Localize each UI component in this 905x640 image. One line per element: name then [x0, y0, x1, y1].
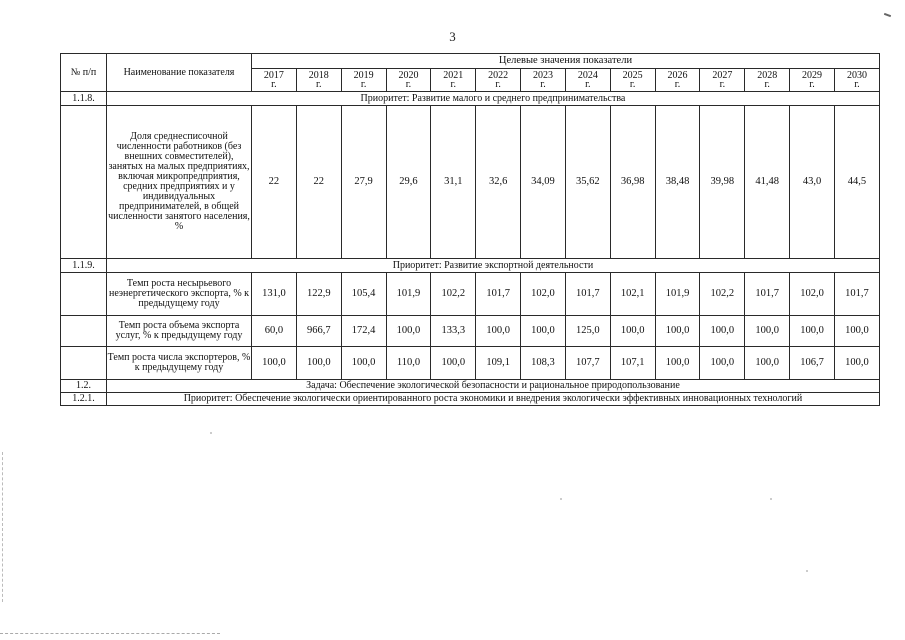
indicator-row	[61, 106, 880, 259]
year-label: 2027	[712, 70, 733, 81]
year-header-2021	[431, 69, 476, 92]
year-label: 2022	[488, 70, 509, 81]
indicator-value-2026: 100,0	[655, 347, 700, 380]
page-number: 3	[449, 29, 456, 44]
indicator-value-2019: 105,4	[341, 273, 386, 316]
year-header-2025	[610, 69, 655, 92]
year-label: 2017	[263, 70, 284, 81]
indicator-row	[61, 347, 880, 380]
year-label: 2018	[308, 70, 329, 81]
year-label: 2026	[667, 70, 688, 81]
indicator-value-2030: 100,0	[834, 316, 879, 347]
indicator-value-2021: 102,2	[431, 273, 476, 316]
year-header-2018	[296, 69, 341, 92]
year-header-2022	[476, 69, 521, 92]
scan-speck	[806, 570, 808, 572]
indicator-value-2030: 44,5	[834, 106, 879, 259]
indicator-name: Доля среднесписочной численности работников (без внешних совместителей), занятых на малых предприятиях, включая микропредприятия, средних предприятиях и у индивидуальных предпринимателей, в общей численности занятого населения, %	[107, 106, 252, 259]
year-header-2020	[386, 69, 431, 92]
indicator-row	[61, 316, 880, 347]
year-suffix: г.	[629, 79, 636, 90]
indicator-value-2023: 102,0	[521, 273, 566, 316]
priority-title: Приоритет: Развитие экспортной деятельности	[107, 259, 880, 273]
year-label: 2021	[443, 70, 464, 81]
year-label: 2023	[532, 70, 553, 81]
indicators-table	[60, 53, 880, 406]
year-header-2027	[700, 69, 745, 92]
indicator-row	[61, 273, 880, 316]
indicator-value-2025: 107,1	[610, 347, 655, 380]
priority-title: Приоритет: Обеспечение экологически ориентированного роста экономики и внедрения экологически эффективных инновационных технологий	[107, 393, 880, 406]
indicator-value-2025: 100,0	[610, 316, 655, 347]
header-row	[61, 54, 880, 69]
indicator-value-2027: 39,98	[700, 106, 745, 259]
indicator-value-2022: 101,7	[476, 273, 521, 316]
priority-title: Задача: Обеспечение экологической безопасности и рациональное природопользование	[107, 380, 880, 393]
indicator-value-2018: 122,9	[296, 273, 341, 316]
year-label: 2025	[622, 70, 643, 81]
year-suffix: г.	[316, 79, 322, 90]
year-suffix: г.	[271, 79, 277, 90]
year-label: 2019	[353, 70, 374, 81]
indicator-value-2028: 100,0	[745, 316, 790, 347]
year-suffix: г.	[405, 79, 412, 90]
indicator-value-2017: 100,0	[252, 347, 297, 380]
year-label: 2030	[846, 70, 867, 81]
row-number: 1.2.1.	[61, 393, 107, 406]
column-header-indicator-name: Наименование показателя	[107, 54, 252, 92]
year-suffix: г.	[809, 79, 815, 90]
indicator-value-2021: 100,0	[431, 347, 476, 380]
row-number-empty	[61, 273, 107, 316]
indicator-value-2027: 100,0	[700, 316, 745, 347]
indicator-value-2022: 32,6	[476, 106, 521, 259]
indicator-name: Темп роста несырьевого неэнергетического экспорта, % к предыдущему году	[107, 273, 252, 316]
indicator-value-2021: 31,1	[431, 106, 476, 259]
year-header-2030	[834, 69, 879, 92]
indicator-value-2020: 101,9	[386, 273, 431, 316]
indicator-value-2020: 29,6	[386, 106, 431, 259]
indicator-value-2026: 38,48	[655, 106, 700, 259]
indicator-value-2024: 101,7	[565, 273, 610, 316]
indicator-value-2029: 102,0	[790, 273, 835, 316]
row-number: 1.1.8.	[61, 92, 107, 106]
row-number: 1.1.9.	[61, 259, 107, 273]
priority-row	[61, 259, 880, 273]
indicator-value-2028: 41,48	[745, 106, 790, 259]
year-suffix: г.	[360, 79, 367, 90]
indicator-value-2023: 108,3	[521, 347, 566, 380]
scan-mark	[884, 13, 891, 17]
indicator-value-2030: 101,7	[834, 273, 879, 316]
indicator-value-2024: 107,7	[565, 347, 610, 380]
scan-footer-noise	[0, 633, 220, 636]
indicator-value-2017: 22	[252, 106, 297, 259]
year-header-2017	[252, 69, 297, 92]
year-suffix: г.	[854, 79, 860, 90]
indicator-value-2023: 34,09	[521, 106, 566, 259]
indicator-value-2019: 172,4	[341, 316, 386, 347]
column-header-target-values: Целевые значения показатели	[252, 54, 880, 69]
year-label: 2029	[802, 70, 823, 81]
row-number: 1.2.	[61, 380, 107, 393]
year-label: 2028	[757, 70, 778, 81]
year-header-2024	[565, 69, 610, 92]
row-number-empty	[61, 106, 107, 259]
row-number-empty	[61, 316, 107, 347]
year-suffix: г.	[495, 79, 501, 90]
year-suffix: г.	[540, 79, 546, 90]
indicator-value-2026: 100,0	[655, 316, 700, 347]
year-header-2029	[790, 69, 835, 92]
priority-title: Приоритет: Развитие малого и среднего предпринимательства	[107, 92, 880, 106]
priority-row	[61, 380, 880, 393]
priority-row	[61, 92, 880, 106]
year-suffix: г.	[674, 79, 681, 90]
year-header-2028	[745, 69, 790, 92]
year-header-2026	[655, 69, 700, 92]
indicator-value-2020: 100,0	[386, 316, 431, 347]
indicator-value-2025: 102,1	[610, 273, 655, 316]
indicator-value-2022: 100,0	[476, 316, 521, 347]
year-suffix: г.	[450, 79, 457, 90]
indicator-value-2021: 133,3	[431, 316, 476, 347]
column-header-number: № п/п	[61, 54, 107, 92]
indicator-name: Темп роста объема экспорта услуг, % к предыдущему году	[107, 316, 252, 347]
indicator-value-2027: 102,2	[700, 273, 745, 316]
scan-speck	[770, 498, 772, 500]
scan-speck	[560, 498, 562, 500]
indicator-value-2028: 100,0	[745, 347, 790, 380]
year-label: 2020	[398, 70, 419, 81]
year-header-2023	[521, 69, 566, 92]
indicator-name: Темп роста числа экспортеров, % к предыдущему году	[107, 347, 252, 380]
priority-row	[61, 393, 880, 406]
scan-speck	[210, 432, 212, 434]
year-suffix: г.	[764, 79, 770, 90]
indicator-value-2028: 101,7	[745, 273, 790, 316]
indicator-value-2030: 100,0	[834, 347, 879, 380]
year-label: 2024	[577, 70, 598, 81]
indicator-value-2022: 109,1	[476, 347, 521, 380]
indicator-value-2018: 100,0	[296, 347, 341, 380]
year-suffix: г.	[719, 79, 726, 90]
scan-edge-line	[2, 452, 4, 602]
table-body	[61, 92, 880, 406]
indicator-value-2019: 27,9	[341, 106, 386, 259]
indicator-value-2018: 22	[296, 106, 341, 259]
indicator-value-2019: 100,0	[341, 347, 386, 380]
year-suffix: г.	[585, 79, 591, 90]
indicator-value-2017: 60,0	[252, 316, 297, 347]
indicator-value-2024: 35,62	[565, 106, 610, 259]
year-header-2019	[341, 69, 386, 92]
indicator-value-2018: 966,7	[296, 316, 341, 347]
indicator-value-2017: 131,0	[252, 273, 297, 316]
indicator-value-2023: 100,0	[521, 316, 566, 347]
indicator-value-2025: 36,98	[610, 106, 655, 259]
row-number-empty	[61, 347, 107, 380]
indicator-value-2029: 43,0	[790, 106, 835, 259]
indicator-value-2027: 100,0	[700, 347, 745, 380]
indicator-value-2029: 106,7	[790, 347, 835, 380]
indicator-value-2026: 101,9	[655, 273, 700, 316]
indicator-value-2029: 100,0	[790, 316, 835, 347]
indicator-value-2024: 125,0	[565, 316, 610, 347]
indicator-value-2020: 110,0	[386, 347, 431, 380]
